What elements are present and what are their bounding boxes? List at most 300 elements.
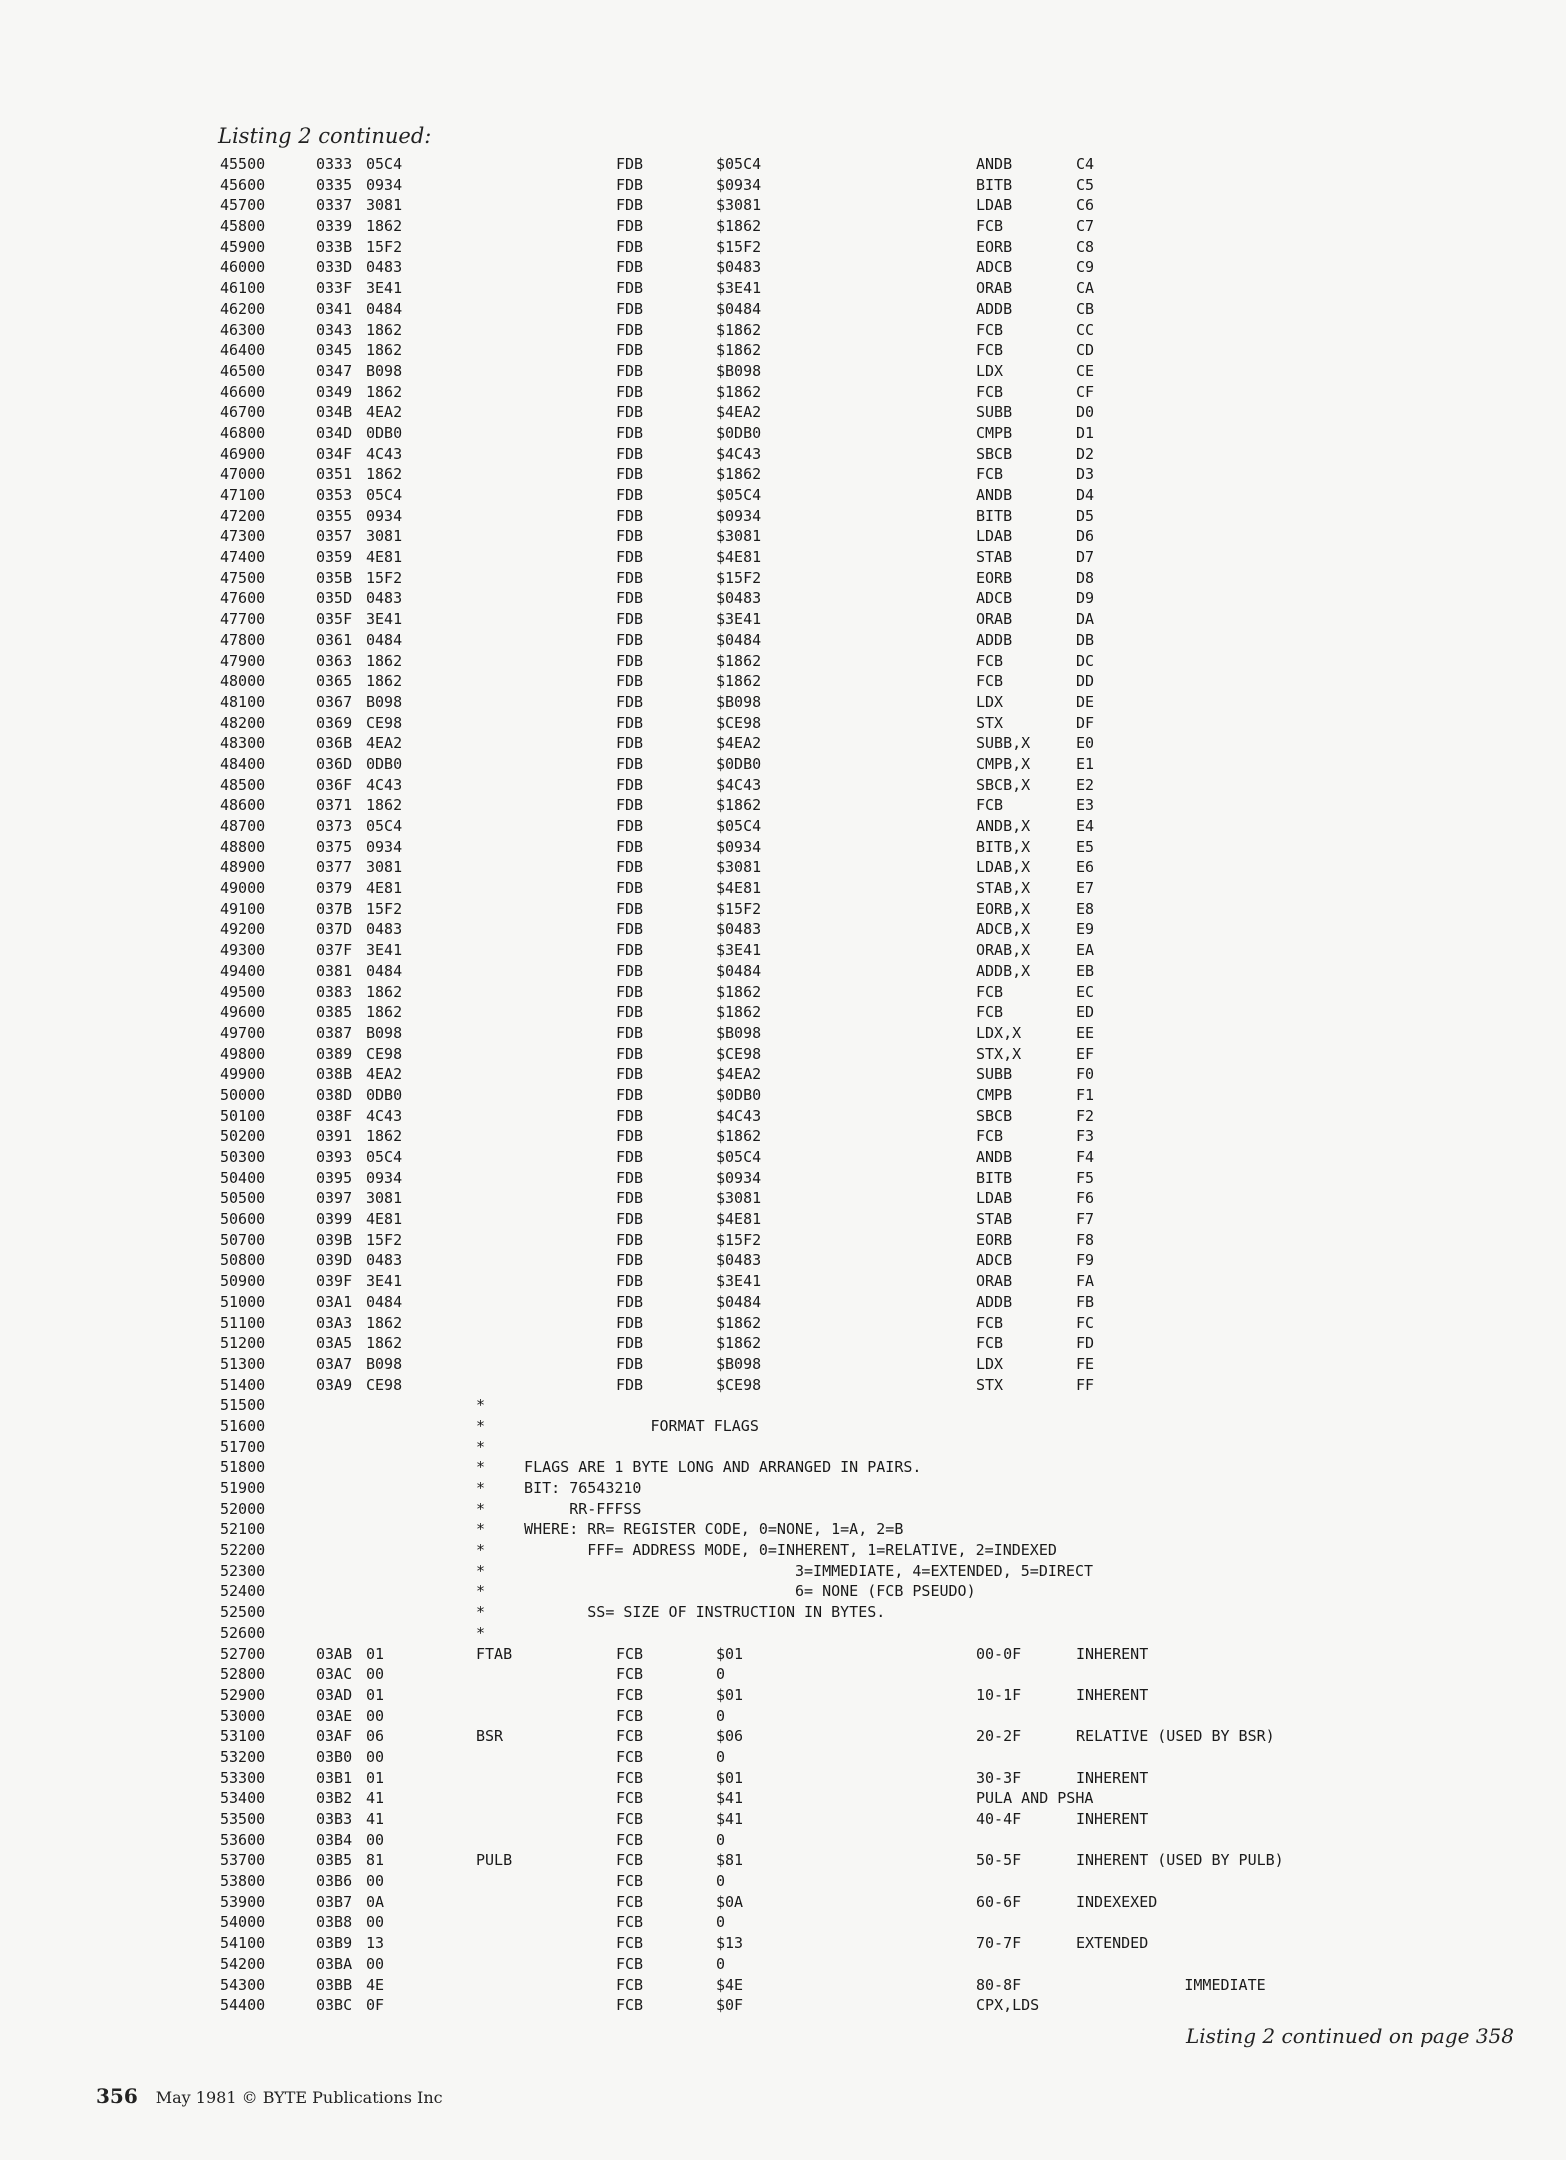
address: 035F bbox=[316, 610, 353, 629]
listing-row bbox=[0, 651, 1566, 672]
object-code: 1862 bbox=[366, 796, 403, 815]
line-number: 51300 bbox=[220, 1354, 266, 1373]
opcode: FDB bbox=[616, 403, 644, 422]
comment-mode: RELATIVE (USED BY BSR) bbox=[1076, 1727, 1275, 1746]
address: 033F bbox=[316, 279, 353, 298]
comment-text: RR-FFFSS bbox=[506, 1499, 642, 1518]
comment-opcode: EA bbox=[1076, 941, 1095, 960]
line-number: 46100 bbox=[220, 279, 266, 298]
line-number: 52000 bbox=[220, 1499, 266, 1518]
operand: $15F2 bbox=[716, 1230, 762, 1249]
comment-mnemonic: ADDB bbox=[976, 299, 1013, 318]
opcode: FDB bbox=[616, 1148, 644, 1166]
comment-mnemonic: FCB bbox=[976, 1127, 1004, 1146]
opcode: FCB bbox=[616, 1913, 644, 1932]
opcode: FDB bbox=[616, 1127, 644, 1146]
operand: $1862 bbox=[716, 341, 762, 360]
opcode: FDB bbox=[616, 1313, 644, 1332]
comment-opcode: D3 bbox=[1076, 465, 1095, 484]
object-code: 1862 bbox=[366, 341, 403, 360]
operand: $0484 bbox=[716, 299, 762, 318]
opcode: FDB bbox=[616, 155, 644, 173]
comment-mnemonic: STAB,X bbox=[976, 879, 1031, 898]
comment-opcode: F2 bbox=[1076, 1106, 1095, 1125]
operand: $1862 bbox=[716, 1127, 762, 1146]
address: 0335 bbox=[316, 175, 353, 194]
opcode: FDB bbox=[616, 506, 644, 525]
comment-opcode: CC bbox=[1076, 320, 1095, 339]
object-code: 00 bbox=[366, 1665, 385, 1684]
continued-note: Listing 2 continued on page 358 bbox=[1186, 2024, 1514, 2048]
operand: $0DB0 bbox=[716, 423, 762, 442]
comment-opcode: D5 bbox=[1076, 506, 1095, 525]
line-number: 45800 bbox=[220, 217, 266, 236]
flag-table-row bbox=[0, 1850, 1566, 1871]
listing-row bbox=[0, 423, 1566, 444]
line-number: 52100 bbox=[220, 1520, 266, 1539]
object-code: 4EA2 bbox=[366, 403, 403, 422]
line-number: 47300 bbox=[220, 527, 266, 546]
address: 037B bbox=[316, 899, 353, 918]
line-number: 49300 bbox=[220, 941, 266, 960]
operand: $1862 bbox=[716, 672, 762, 691]
listing-row bbox=[0, 1354, 1566, 1375]
address: 0347 bbox=[316, 361, 353, 380]
operand: 0 bbox=[716, 1706, 726, 1725]
address: 0389 bbox=[316, 1044, 353, 1063]
comment-mode: INHERENT bbox=[1076, 1685, 1149, 1704]
operand: $0F bbox=[716, 1996, 744, 2015]
object-code: 1862 bbox=[366, 982, 403, 1001]
comment-mnemonic: SUBB bbox=[976, 403, 1013, 422]
comment-mnemonic: ORAB bbox=[976, 279, 1013, 298]
comment-mnemonic: EORB bbox=[976, 1230, 1013, 1249]
comment-opcode: FA bbox=[1076, 1272, 1095, 1291]
comment-range: 30-3F bbox=[976, 1768, 1022, 1787]
comment-mnemonic: BITB bbox=[976, 1168, 1013, 1187]
address: 0345 bbox=[316, 341, 353, 360]
comment-row bbox=[0, 1540, 1566, 1561]
object-code: CE98 bbox=[366, 713, 403, 732]
listing-row bbox=[0, 1002, 1566, 1023]
listing-row bbox=[0, 1126, 1566, 1147]
object-code: 0484 bbox=[366, 961, 403, 980]
listing-row bbox=[0, 692, 1566, 713]
comment-range: 10-1F bbox=[976, 1685, 1022, 1704]
opcode: FDB bbox=[616, 899, 644, 918]
address: 033B bbox=[316, 237, 353, 256]
address: 033D bbox=[316, 258, 353, 277]
flag-table-row bbox=[0, 1685, 1566, 1706]
line-number: 53300 bbox=[220, 1768, 266, 1787]
object-code: 15F2 bbox=[366, 899, 403, 918]
comment-asterisk: * bbox=[476, 1437, 486, 1456]
object-code: 0934 bbox=[366, 506, 403, 525]
comment-mode: EXTENDED bbox=[1076, 1934, 1149, 1953]
line-number: 46600 bbox=[220, 382, 266, 401]
comment-opcode: F7 bbox=[1076, 1210, 1095, 1229]
comment-range: CPX,LDS bbox=[976, 1996, 1040, 2015]
line-number: 48400 bbox=[220, 754, 266, 773]
object-code: 15F2 bbox=[366, 237, 403, 256]
listing-row bbox=[0, 1375, 1566, 1396]
address: 03BB bbox=[316, 1975, 353, 1994]
comment-mnemonic: STX,X bbox=[976, 1044, 1022, 1063]
object-code: CE98 bbox=[366, 1044, 403, 1063]
address: 036B bbox=[316, 734, 353, 753]
comment-mode: INHERENT bbox=[1076, 1768, 1149, 1787]
comment-opcode: F9 bbox=[1076, 1251, 1095, 1270]
flag-table-row bbox=[0, 1995, 1566, 2016]
object-code: 4EA2 bbox=[366, 734, 403, 753]
line-number: 47600 bbox=[220, 589, 266, 608]
object-code: 4E bbox=[366, 1975, 385, 1994]
opcode: FDB bbox=[616, 175, 644, 194]
address: 0333 bbox=[316, 155, 353, 173]
line-number: 50500 bbox=[220, 1189, 266, 1208]
opcode: FCB bbox=[616, 1706, 644, 1725]
comment-range: 40-4F bbox=[976, 1810, 1022, 1828]
operand: 0 bbox=[716, 1954, 726, 1973]
address: 03AF bbox=[316, 1727, 353, 1746]
listing-row bbox=[0, 1147, 1566, 1168]
flag-table-row bbox=[0, 1830, 1566, 1851]
line-number: 50400 bbox=[220, 1168, 266, 1187]
address: 036D bbox=[316, 754, 353, 773]
comment-mnemonic: EORB,X bbox=[976, 899, 1031, 918]
comment-mnemonic: FCB bbox=[976, 1334, 1004, 1353]
object-code: 00 bbox=[366, 1913, 385, 1932]
line-number: 50600 bbox=[220, 1210, 266, 1229]
flag-table-row bbox=[0, 1809, 1566, 1830]
address: 037D bbox=[316, 920, 353, 939]
opcode: FCB bbox=[616, 1996, 644, 2015]
object-code: 3081 bbox=[366, 858, 403, 877]
opcode: FCB bbox=[616, 1789, 644, 1808]
address: 0363 bbox=[316, 651, 353, 670]
operand: $CE98 bbox=[716, 1044, 762, 1063]
line-number: 49000 bbox=[220, 879, 266, 898]
address: 0369 bbox=[316, 713, 353, 732]
flag-table-row bbox=[0, 1726, 1566, 1747]
object-code: 3081 bbox=[366, 196, 403, 215]
line-number: 50000 bbox=[220, 1085, 266, 1104]
comment-mnemonic: LDX,X bbox=[976, 1023, 1022, 1042]
operand: 0 bbox=[716, 1872, 726, 1891]
listing-row bbox=[0, 1209, 1566, 1230]
line-number: 49200 bbox=[220, 920, 266, 939]
opcode: FDB bbox=[616, 1044, 644, 1063]
flag-table-row bbox=[0, 1933, 1566, 1954]
line-number: 54000 bbox=[220, 1913, 266, 1932]
object-code: 1862 bbox=[366, 320, 403, 339]
opcode: FDB bbox=[616, 568, 644, 587]
listing-row bbox=[0, 526, 1566, 547]
listing-row bbox=[0, 1064, 1566, 1085]
comment-text: FFF= ADDRESS MODE, 0=INHERENT, 1=RELATIVE, 2=INDEXED bbox=[506, 1541, 1057, 1560]
opcode: FCB bbox=[616, 1975, 644, 1994]
address: 03BC bbox=[316, 1996, 353, 2015]
operand: $1862 bbox=[716, 465, 762, 484]
address: 03B7 bbox=[316, 1892, 353, 1911]
address: 034B bbox=[316, 403, 353, 422]
object-code: 15F2 bbox=[366, 1230, 403, 1249]
line-number: 46400 bbox=[220, 341, 266, 360]
comment-mnemonic: FCB bbox=[976, 320, 1004, 339]
comment-opcode: CD bbox=[1076, 341, 1095, 360]
line-number: 52900 bbox=[220, 1685, 266, 1704]
object-code: 4C43 bbox=[366, 1106, 403, 1125]
comment-opcode: ED bbox=[1076, 1003, 1095, 1022]
object-code: 0483 bbox=[366, 920, 403, 939]
address: 03A7 bbox=[316, 1354, 353, 1373]
comment-mnemonic: FCB bbox=[976, 217, 1004, 236]
comment-text: FORMAT FLAGS bbox=[506, 1416, 759, 1435]
listing-row bbox=[0, 568, 1566, 589]
opcode: FDB bbox=[616, 237, 644, 256]
address: 0359 bbox=[316, 548, 353, 567]
operand: $0484 bbox=[716, 961, 762, 980]
comment-opcode: DF bbox=[1076, 713, 1095, 732]
comment-opcode: C6 bbox=[1076, 196, 1095, 215]
object-code: 00 bbox=[366, 1954, 385, 1973]
line-number: 46800 bbox=[220, 423, 266, 442]
publication-credit: May 1981 © BYTE Publications Inc bbox=[155, 2088, 443, 2107]
object-code: 4C43 bbox=[366, 775, 403, 794]
comment-opcode: FD bbox=[1076, 1334, 1095, 1353]
comment-row bbox=[0, 1478, 1566, 1499]
object-code: 0934 bbox=[366, 1168, 403, 1187]
operand: $1862 bbox=[716, 217, 762, 236]
address: 039B bbox=[316, 1230, 353, 1249]
listing-row bbox=[0, 154, 1566, 175]
comment-opcode: F1 bbox=[1076, 1085, 1095, 1104]
operand: $0934 bbox=[716, 837, 762, 856]
opcode: FDB bbox=[616, 341, 644, 360]
comment-mnemonic: FCB bbox=[976, 465, 1004, 484]
line-number: 50300 bbox=[220, 1148, 266, 1166]
object-code: 05C4 bbox=[366, 155, 403, 173]
line-number: 50900 bbox=[220, 1272, 266, 1291]
operand: $4C43 bbox=[716, 444, 762, 463]
operand: $1862 bbox=[716, 651, 762, 670]
object-code: 3E41 bbox=[366, 610, 403, 629]
comment-opcode: E7 bbox=[1076, 879, 1095, 898]
comment-text: FLAGS ARE 1 BYTE LONG AND ARRANGED IN PAIRS. bbox=[506, 1458, 922, 1477]
line-number: 53900 bbox=[220, 1892, 266, 1911]
address: 0357 bbox=[316, 527, 353, 546]
opcode: FDB bbox=[616, 1334, 644, 1353]
opcode: FDB bbox=[616, 279, 644, 298]
page-folio bbox=[96, 2084, 443, 2108]
listing-row bbox=[0, 1106, 1566, 1127]
line-number: 50200 bbox=[220, 1127, 266, 1146]
listing-row bbox=[0, 340, 1566, 361]
opcode: FDB bbox=[616, 258, 644, 277]
comment-opcode: E2 bbox=[1076, 775, 1095, 794]
opcode: FCB bbox=[616, 1747, 644, 1766]
address: 03BA bbox=[316, 1954, 353, 1973]
object-code: 0DB0 bbox=[366, 754, 403, 773]
operand: $0483 bbox=[716, 589, 762, 608]
object-code: 1862 bbox=[366, 1003, 403, 1022]
listing-row bbox=[0, 237, 1566, 258]
object-code: 3081 bbox=[366, 1189, 403, 1208]
opcode: FDB bbox=[616, 651, 644, 670]
comment-asterisk: * bbox=[476, 1499, 486, 1518]
opcode: FDB bbox=[616, 837, 644, 856]
object-code: 1862 bbox=[366, 672, 403, 691]
operand: $05C4 bbox=[716, 817, 762, 835]
comment-opcode: D7 bbox=[1076, 548, 1095, 567]
opcode: FCB bbox=[616, 1830, 644, 1849]
comment-row bbox=[0, 1561, 1566, 1582]
comment-opcode: EB bbox=[1076, 961, 1095, 980]
comment-opcode: F6 bbox=[1076, 1189, 1095, 1208]
flag-table-row bbox=[0, 1747, 1566, 1768]
operand: $15F2 bbox=[716, 899, 762, 918]
opcode: FDB bbox=[616, 692, 644, 711]
operand: $06 bbox=[716, 1727, 744, 1746]
comment-row bbox=[0, 1581, 1566, 1602]
comment-mnemonic: STX bbox=[976, 713, 1004, 732]
address: 03B2 bbox=[316, 1789, 353, 1808]
comment-opcode: C9 bbox=[1076, 258, 1095, 277]
address: 03B8 bbox=[316, 1913, 353, 1932]
comment-mnemonic: ANDB bbox=[976, 1148, 1013, 1166]
comment-range: 70-7F bbox=[976, 1934, 1022, 1953]
comment-mnemonic: LDX bbox=[976, 1354, 1004, 1373]
line-number: 46500 bbox=[220, 361, 266, 380]
listing-row bbox=[0, 195, 1566, 216]
address: 0349 bbox=[316, 382, 353, 401]
operand: $0934 bbox=[716, 1168, 762, 1187]
address: 038D bbox=[316, 1085, 353, 1104]
listing-row bbox=[0, 485, 1566, 506]
address: 0387 bbox=[316, 1023, 353, 1042]
listing-row bbox=[0, 816, 1566, 837]
comment-opcode: E3 bbox=[1076, 796, 1095, 815]
line-number: 49400 bbox=[220, 961, 266, 980]
comment-opcode: E6 bbox=[1076, 858, 1095, 877]
opcode: FDB bbox=[616, 1065, 644, 1084]
comment-mnemonic: FCB bbox=[976, 382, 1004, 401]
line-number: 45500 bbox=[220, 155, 266, 173]
comment-mnemonic: CMPB bbox=[976, 423, 1013, 442]
operand: $0484 bbox=[716, 630, 762, 649]
address: 03A1 bbox=[316, 1292, 353, 1311]
opcode: FDB bbox=[616, 630, 644, 649]
line-number: 53200 bbox=[220, 1747, 266, 1766]
comment-mnemonic: ADCB bbox=[976, 258, 1013, 277]
object-code: 1862 bbox=[366, 382, 403, 401]
opcode: FDB bbox=[616, 1354, 644, 1373]
operand: $01 bbox=[716, 1644, 744, 1663]
operand: $4EA2 bbox=[716, 734, 762, 753]
comment-asterisk: * bbox=[476, 1416, 486, 1435]
object-code: 00 bbox=[366, 1872, 385, 1891]
operand: $CE98 bbox=[716, 1375, 762, 1394]
comment-mnemonic: FCB bbox=[976, 672, 1004, 691]
line-number: 51400 bbox=[220, 1375, 266, 1394]
listing-row bbox=[0, 175, 1566, 196]
comment-mnemonic: BITB bbox=[976, 506, 1013, 525]
opcode: FDB bbox=[616, 796, 644, 815]
address: 038B bbox=[316, 1065, 353, 1084]
opcode: FDB bbox=[616, 1375, 644, 1394]
comment-asterisk: * bbox=[476, 1520, 486, 1539]
comment-mnemonic: FCB bbox=[976, 1003, 1004, 1022]
comment-opcode: FC bbox=[1076, 1313, 1095, 1332]
opcode: FCB bbox=[616, 1810, 644, 1828]
listing-row bbox=[0, 795, 1566, 816]
line-number: 48800 bbox=[220, 837, 266, 856]
listing-row bbox=[0, 1168, 1566, 1189]
listing-row bbox=[0, 464, 1566, 485]
line-number: 51500 bbox=[220, 1396, 266, 1415]
comment-mnemonic: SUBB,X bbox=[976, 734, 1031, 753]
assembly-listing bbox=[0, 154, 1566, 2016]
comment-mnemonic: STAB bbox=[976, 548, 1013, 567]
comment-range: 60-6F bbox=[976, 1892, 1022, 1911]
operand: $B098 bbox=[716, 1023, 762, 1042]
opcode: FCB bbox=[616, 1934, 644, 1953]
flag-table-row bbox=[0, 1706, 1566, 1727]
object-code: B098 bbox=[366, 1023, 403, 1042]
object-code: 0F bbox=[366, 1996, 385, 2015]
flag-table-row bbox=[0, 1954, 1566, 1975]
object-code: 0484 bbox=[366, 630, 403, 649]
listing-row bbox=[0, 402, 1566, 423]
opcode: FCB bbox=[616, 1851, 644, 1870]
opcode: FDB bbox=[616, 1210, 644, 1229]
comment-opcode: D0 bbox=[1076, 403, 1095, 422]
object-code: 0484 bbox=[366, 1292, 403, 1311]
comment-mnemonic: FCB bbox=[976, 341, 1004, 360]
comment-mnemonic: FCB bbox=[976, 796, 1004, 815]
opcode: FDB bbox=[616, 941, 644, 960]
opcode: FDB bbox=[616, 982, 644, 1001]
listing-row bbox=[0, 754, 1566, 775]
comment-opcode: E4 bbox=[1076, 817, 1095, 835]
comment-opcode: C8 bbox=[1076, 237, 1095, 256]
opcode: FDB bbox=[616, 817, 644, 835]
object-code: 3E41 bbox=[366, 941, 403, 960]
object-code: B098 bbox=[366, 1354, 403, 1373]
listing-row bbox=[0, 1333, 1566, 1354]
comment-opcode: C7 bbox=[1076, 217, 1095, 236]
line-number: 48100 bbox=[220, 692, 266, 711]
flag-table-row bbox=[0, 1871, 1566, 1892]
listing-row bbox=[0, 1292, 1566, 1313]
line-number: 49100 bbox=[220, 899, 266, 918]
opcode: FDB bbox=[616, 1106, 644, 1125]
address: 0371 bbox=[316, 796, 353, 815]
object-code: 01 bbox=[366, 1685, 385, 1704]
object-code: 00 bbox=[366, 1830, 385, 1849]
operand: $0DB0 bbox=[716, 754, 762, 773]
operand: $0483 bbox=[716, 258, 762, 277]
line-number: 52300 bbox=[220, 1561, 266, 1580]
address: 0399 bbox=[316, 1210, 353, 1229]
comment-opcode: F4 bbox=[1076, 1148, 1095, 1166]
operand: $4EA2 bbox=[716, 1065, 762, 1084]
operand: $3E41 bbox=[716, 610, 762, 629]
operand: $1862 bbox=[716, 1313, 762, 1332]
address: 0375 bbox=[316, 837, 353, 856]
object-code: 4EA2 bbox=[366, 1065, 403, 1084]
operand: 0 bbox=[716, 1913, 726, 1932]
